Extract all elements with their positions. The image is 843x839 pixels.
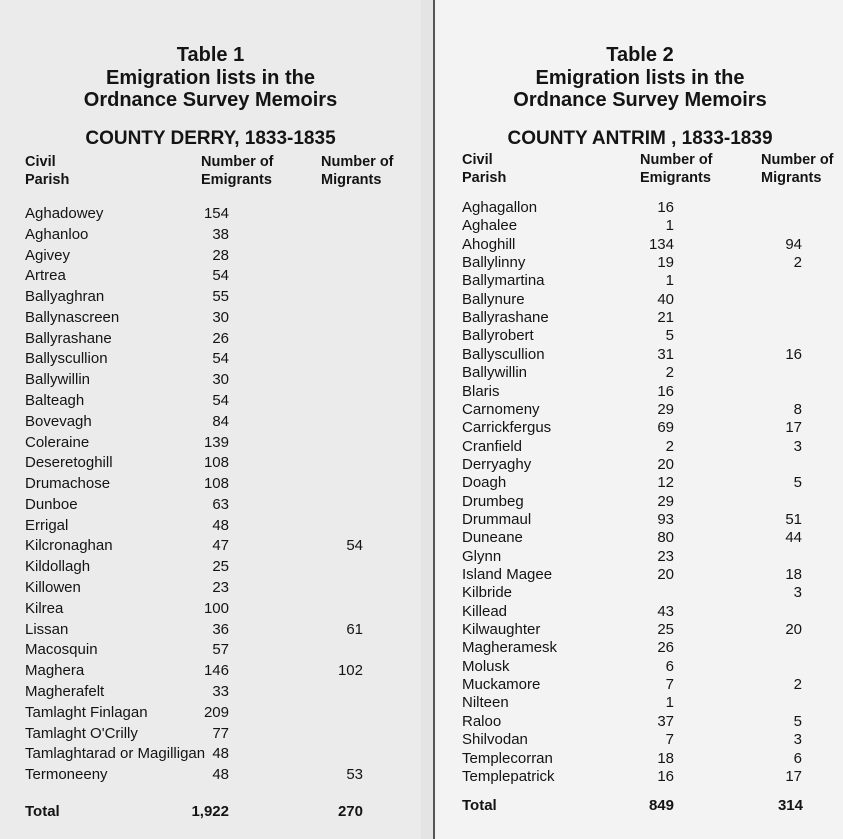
table-title-line: Ordnance Survey Memoirs (83, 89, 338, 111)
table-row (435, 750, 843, 767)
total-emigrants: 1,922 (191, 803, 229, 820)
migrants-count: 8 (793, 400, 802, 418)
parish-name: Aghalee (462, 217, 518, 235)
emigrants-count: 23 (657, 547, 674, 565)
table-row (0, 226, 421, 243)
emigrants-count: 2 (665, 364, 674, 382)
emigrants-count: 47 (212, 537, 229, 555)
column-header-migrants (321, 153, 394, 189)
column-header-line: Parish (25, 172, 70, 188)
parish-name: Killowen (25, 579, 81, 597)
parish-name: Raloo (462, 712, 502, 730)
parish-name: Kilbride (462, 584, 513, 602)
parish-name: Ballyscullion (462, 345, 545, 363)
emigrants-count: 1 (665, 272, 674, 290)
migrants-count: 61 (346, 620, 363, 638)
table-row (435, 254, 843, 271)
table-row (0, 288, 421, 305)
migrants-count: 17 (785, 767, 802, 785)
total-migrants: 314 (777, 797, 803, 814)
table-row (0, 579, 421, 596)
emigrants-count: 1 (665, 694, 674, 712)
emigrants-count: 33 (212, 682, 229, 700)
emigrants-count: 38 (212, 225, 229, 243)
table-row (435, 346, 843, 363)
emigrants-count: 1 (665, 217, 674, 235)
parish-name: Aghadowey (25, 205, 104, 222)
migrants-count: 18 (785, 566, 802, 583)
column-header-line: Migrants (321, 172, 382, 188)
column-header-emigrants (640, 151, 713, 187)
parish-name: Errigal (25, 516, 69, 534)
parish-name: Ballyrashane (462, 309, 549, 327)
parish-name: Templepatrick (462, 767, 555, 785)
migrants-count: 54 (346, 537, 363, 555)
table-row (0, 683, 421, 700)
parish-name: Deseretoghill (25, 454, 113, 472)
parish-name: Muckamore (462, 676, 541, 694)
column-header-line: Emigrants (640, 170, 711, 186)
emigrants-count: 18 (657, 749, 674, 767)
emigrants-count: 48 (212, 766, 229, 784)
parish-name: Aghanloo (25, 225, 89, 243)
table-row (0, 766, 421, 783)
table-row (435, 419, 843, 436)
table-row (0, 641, 421, 658)
emigrants-count: 48 (212, 745, 229, 763)
table-row (0, 537, 421, 554)
parish-name: Nilteen (462, 694, 509, 712)
parish-name: Ballylinny (462, 254, 526, 272)
table-row (435, 694, 843, 711)
migrants-count: 5 (793, 712, 802, 730)
table-row (0, 517, 421, 534)
table-row (435, 768, 843, 785)
emigrants-count: 54 (212, 267, 229, 285)
parish-name: Magheramesk (462, 639, 558, 657)
parish-name: Ballymartina (462, 272, 545, 290)
column-header-line: Number of (761, 152, 834, 168)
column-header-line: Parish (462, 170, 507, 186)
emigrants-count: 7 (665, 731, 674, 749)
table-row (0, 434, 421, 451)
parish-name: Ballynure (462, 290, 525, 308)
total-row (435, 797, 843, 814)
table-row (0, 330, 421, 347)
migrants-count: 6 (793, 749, 802, 767)
table-row (0, 600, 421, 617)
parish-name: Termoneeny (25, 766, 108, 784)
column-header-line: Number of (640, 152, 713, 168)
table-row (435, 364, 843, 381)
column-header-line: Number of (201, 154, 274, 170)
emigrants-count: 54 (212, 350, 229, 368)
table-row (0, 454, 421, 471)
emigrants-count: 43 (657, 602, 674, 620)
parish-name: Duneane (462, 529, 523, 547)
parish-name: Macosquin (25, 641, 98, 659)
parish-name: Ballyscullion (25, 350, 108, 368)
page-gutter (421, 0, 433, 839)
parish-name: Blaris (462, 382, 500, 400)
parish-name: Ballywillin (462, 364, 528, 382)
column-header-line: Emigrants (201, 172, 272, 188)
parish-name: Magherafelt (25, 682, 105, 700)
emigrants-count: 48 (212, 516, 229, 534)
page-table-2 (433, 0, 843, 839)
table-row (0, 371, 421, 388)
parish-name: Ballyaghran (25, 288, 105, 306)
parish-name: Tamlaght O'Crilly (25, 724, 138, 742)
parish-name: Killead (462, 602, 508, 620)
table-row (435, 291, 843, 308)
emigrants-count: 134 (648, 235, 674, 253)
table-row (435, 327, 843, 344)
column-header-line: Civil (462, 152, 493, 168)
migrants-count: 53 (346, 766, 363, 784)
table-row (435, 309, 843, 326)
migrants-count: 2 (793, 254, 802, 272)
county-heading: COUNTY ANTRIM , 1833-1839 (507, 128, 773, 149)
parish-name: Tamlaghtarad or Magilligan (25, 745, 206, 763)
parish-name: Doagh (462, 474, 507, 492)
parish-name: Artrea (25, 267, 66, 285)
emigrants-count: 16 (657, 382, 674, 400)
emigrants-count: 20 (657, 455, 674, 473)
column-header-emigrants (201, 153, 274, 189)
table-row (435, 731, 843, 748)
parish-name: Kilwaughter (462, 621, 541, 639)
emigrants-count: 54 (212, 392, 229, 410)
table-row (435, 401, 843, 418)
parish-name: Drumachose (25, 475, 111, 493)
parish-name: Molusk (462, 657, 510, 675)
table-row (435, 529, 843, 546)
emigrants-count: 55 (212, 288, 229, 306)
parish-name: Island Magee (462, 566, 553, 583)
table-row (435, 438, 843, 455)
migrants-count: 16 (785, 345, 802, 363)
migrants-count: 51 (785, 510, 802, 528)
parish-name: Ballywillin (25, 371, 91, 389)
emigrants-count: 77 (212, 724, 229, 742)
emigrants-count: 108 (203, 475, 229, 493)
parish-name: Kilrea (25, 599, 64, 617)
table-title (435, 44, 843, 112)
emigrants-count: 6 (665, 657, 674, 675)
emigrants-count: 21 (657, 309, 674, 327)
emigrants-count: 2 (665, 437, 674, 455)
table-row (435, 272, 843, 289)
total-label: Total (462, 797, 497, 814)
emigrants-count: 146 (203, 662, 229, 680)
table-row (435, 217, 843, 234)
migrants-count: 102 (337, 662, 363, 680)
table-row (0, 350, 421, 367)
page-table-1 (0, 0, 421, 839)
emigrants-count: 30 (212, 371, 229, 389)
emigrants-count: 84 (212, 412, 229, 430)
column-header-parish (25, 153, 69, 189)
table-row (435, 474, 843, 491)
total-row (0, 803, 421, 820)
table-title-line: Table 1 (176, 44, 245, 66)
emigrants-count: 30 (212, 308, 229, 326)
parish-name: Agivey (25, 246, 71, 264)
table-row (0, 704, 421, 721)
parish-name: Cranfield (462, 437, 523, 455)
emigrants-count: 7 (665, 676, 674, 694)
emigrants-count: 19 (657, 254, 674, 272)
parish-name: Bovevagh (25, 412, 92, 430)
migrants-count: 3 (793, 437, 802, 455)
migrants-count: 3 (793, 731, 802, 749)
table-row (0, 392, 421, 409)
table-row (0, 745, 421, 762)
parish-name: Ballyrashane (25, 329, 112, 347)
emigrants-count: 80 (657, 529, 674, 547)
emigrants-count: 108 (203, 454, 229, 472)
emigrants-count: 69 (657, 419, 674, 437)
emigrants-count: 209 (203, 703, 229, 721)
parish-name: Coleraine (25, 433, 90, 451)
migrants-count: 17 (785, 419, 802, 437)
parish-name: Drummaul (462, 510, 532, 528)
migrants-count: 3 (793, 584, 802, 602)
parish-name: Dunboe (25, 495, 78, 513)
table-row (435, 713, 843, 730)
table-row (435, 383, 843, 400)
parish-name: Balteagh (25, 392, 85, 410)
parish-name: Maghera (25, 662, 85, 680)
emigrants-count: 25 (212, 558, 229, 576)
table-row (0, 309, 421, 326)
table-title-line: Emigration lists in the (535, 66, 745, 89)
emigrants-count: 5 (665, 327, 674, 345)
emigrants-count: 154 (203, 205, 229, 222)
table-row (435, 676, 843, 693)
table-row (435, 639, 843, 656)
emigrants-count: 28 (212, 246, 229, 264)
table-row (0, 247, 421, 264)
county-heading: COUNTY DERRY, 1833-1835 (85, 128, 336, 149)
column-header-line: Number of (321, 154, 394, 170)
table-row (0, 475, 421, 492)
parish-name: Carnomeny (462, 400, 540, 418)
parish-name: Glynn (462, 547, 502, 565)
migrants-count: 5 (793, 474, 802, 492)
column-header-migrants (761, 151, 834, 187)
emigrants-count: 37 (657, 712, 674, 730)
parish-name: Kildollagh (25, 558, 91, 576)
table-row (0, 558, 421, 575)
migrants-count: 44 (785, 529, 802, 547)
parish-name: Templecorran (462, 749, 553, 767)
parish-name: Kilcronaghan (25, 537, 113, 555)
table-row (435, 511, 843, 528)
table-row (435, 584, 843, 601)
parish-name: Carrickfergus (462, 419, 552, 437)
parish-name: Ballyrobert (462, 327, 534, 345)
table-row (435, 493, 843, 510)
parish-name: Ballynascreen (25, 308, 120, 326)
table-row (0, 725, 421, 742)
table-title-line: Emigration lists in the (106, 66, 315, 89)
total-emigrants: 849 (648, 797, 674, 814)
emigrants-count: 20 (657, 566, 674, 583)
emigrants-count: 31 (657, 345, 674, 363)
column-header-parish (462, 151, 506, 187)
table-row (435, 456, 843, 473)
table-row (435, 548, 843, 565)
emigrants-count: 23 (212, 579, 229, 597)
emigrants-count: 26 (212, 329, 229, 347)
parish-name: Derryaghy (462, 455, 532, 473)
emigrants-count: 29 (657, 400, 674, 418)
column-header-line: Civil (25, 154, 56, 170)
emigrants-count: 40 (657, 290, 674, 308)
column-header-line: Migrants (761, 170, 822, 186)
table-row (0, 267, 421, 284)
migrants-count: 20 (785, 621, 802, 639)
migrants-count: 2 (793, 676, 802, 694)
emigrants-count: 12 (657, 474, 674, 492)
parish-name: Tamlaght Finlagan (25, 703, 148, 721)
parish-name: Aghagallon (462, 199, 538, 216)
emigrants-count: 63 (212, 495, 229, 513)
table-row (0, 205, 421, 222)
emigrants-count: 139 (203, 433, 229, 451)
table-title-line: Ordnance Survey Memoirs (513, 89, 767, 111)
parish-name: Drumbeg (462, 492, 524, 510)
table-row (0, 496, 421, 513)
table-row (435, 236, 843, 253)
parish-name: Shilvodan (462, 731, 528, 749)
table-row (0, 621, 421, 638)
emigrants-count: 57 (212, 641, 229, 659)
table-row (435, 658, 843, 675)
emigrants-count: 29 (657, 492, 674, 510)
table-title-line: Table 2 (606, 44, 674, 66)
parish-name: Ahoghill (462, 235, 516, 253)
emigrants-count: 25 (657, 621, 674, 639)
parish-name: Lissan (25, 620, 69, 638)
total-label: Total (25, 803, 60, 820)
emigrants-count: 16 (657, 199, 674, 216)
table-row (435, 199, 843, 216)
emigrants-count: 16 (657, 767, 674, 785)
table-row (435, 603, 843, 620)
table-row (435, 621, 843, 638)
migrants-count: 94 (785, 235, 802, 253)
emigrants-count: 100 (203, 599, 229, 617)
emigrants-count: 36 (212, 620, 229, 638)
table-row (0, 662, 421, 679)
emigrants-count: 26 (657, 639, 674, 657)
total-migrants: 270 (337, 803, 363, 820)
table-title (0, 44, 421, 112)
table-row (435, 566, 843, 583)
table-row (0, 413, 421, 430)
emigrants-count: 93 (657, 510, 674, 528)
